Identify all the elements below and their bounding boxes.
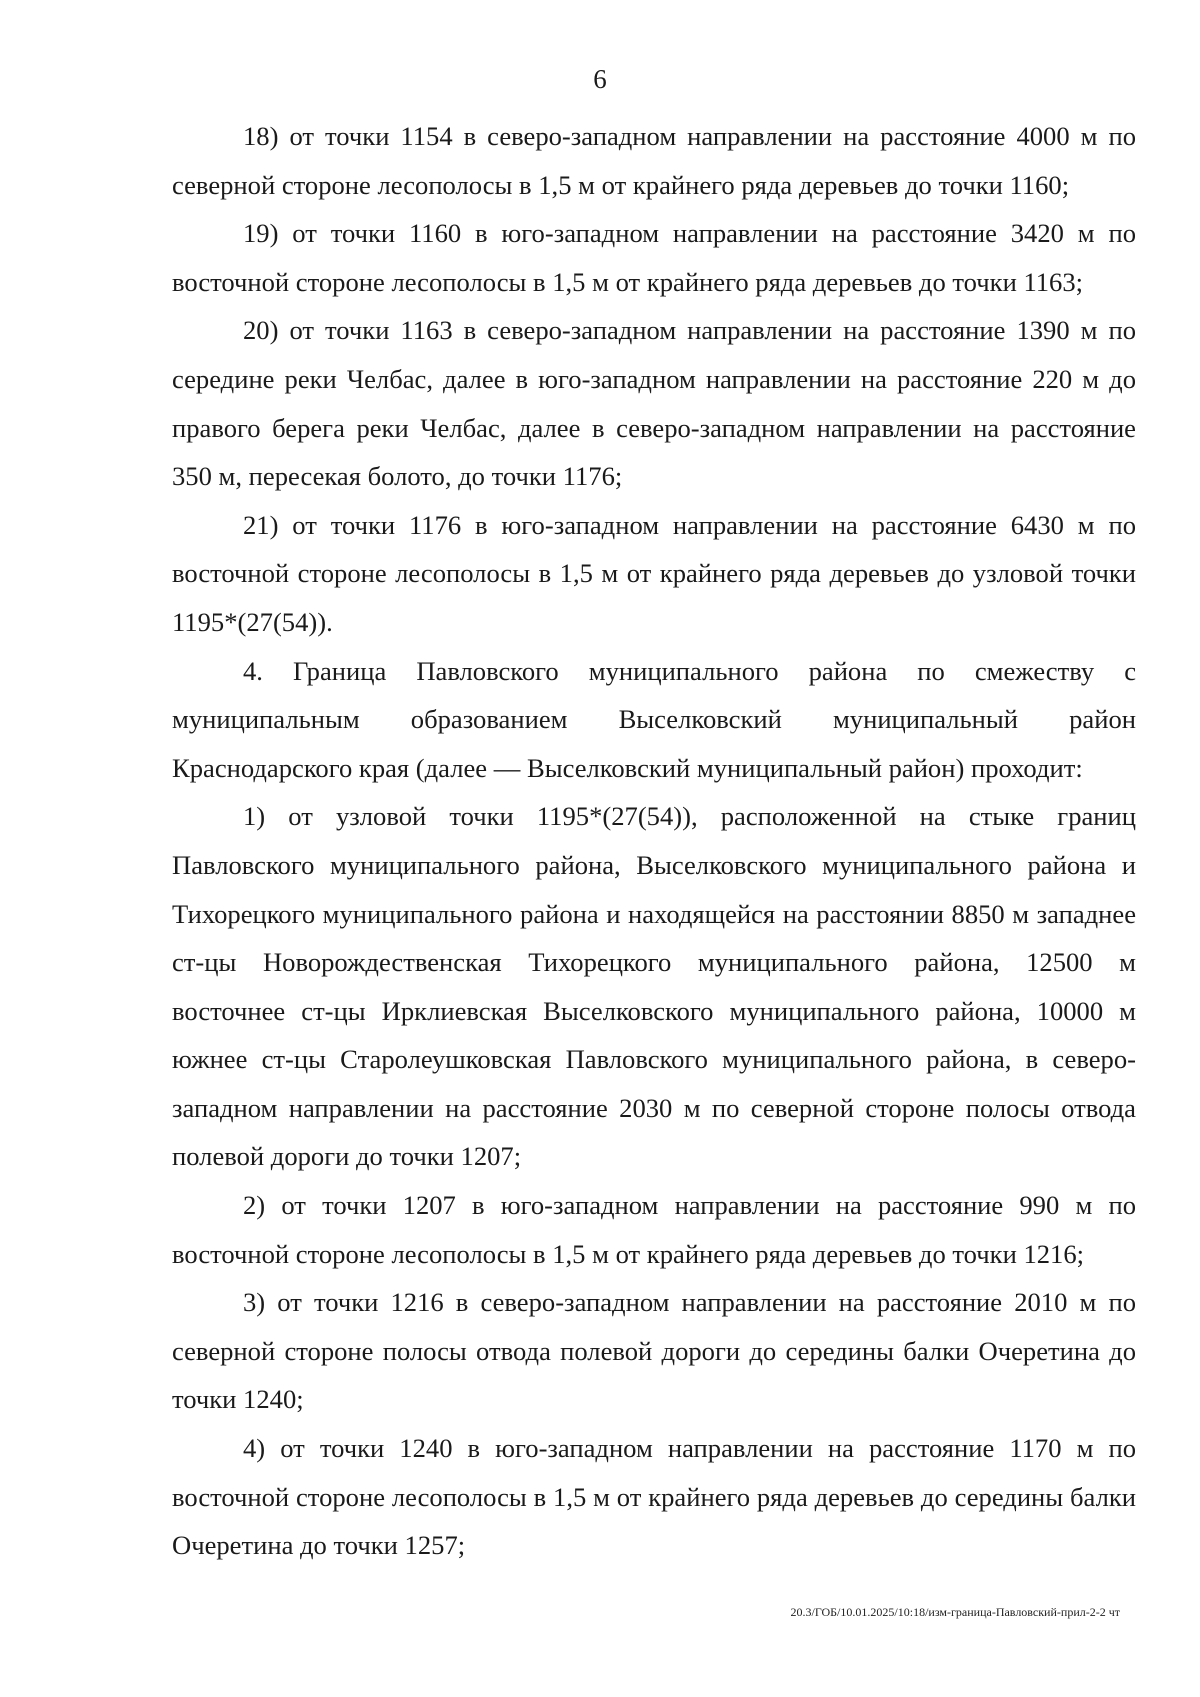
section-4-heading-paragraph: 4. Граница Павловского муниципального района по смежеству с муниципальным образованием Выселковский муниципальный район Краснодарского края (далее — Выселковский муниципальный район) проходит: [172,655,1136,783]
paragraph-item-3: 3) от точки 1216 в северо-западном направлении на расстояние 2010 м по северной стороне полосы отвода полевой дороги до середины балки Очеретина до точки 1240; [172,1287,1136,1415]
document-footer-code: 20.3/ГОБ/10.01.2025/10:18/изм-граница-Павловский-прил-2-2 чт [790,1605,1120,1619]
page-number: 6 [593,64,607,94]
paragraph-item-2: 2) от точки 1207 в юго-западном направлении на расстояние 990 м по восточной стороне лесополосы в 1,5 м от крайнего ряда деревьев до точки 1216; [172,1190,1136,1269]
paragraph-item-1: 1) от узловой точки 1195*(27(54)), расположенной на стыке границ Павловского муниципального района, Выселковского муниципального района и Тихорецкого муниципального района и находящейся на расстоянии 8850 м западнее ст-цы Новорождественская Тихорецкого муниципального района, 12500 м восточнее ст-цы Ирклиевская Выселковского муниципального района, 10000 м южнее ст-цы Старолеушковская Павловского муниципального района, в северо-западном направлении на расстояние 2030 м по северной стороне полосы отвода полевой дороги до точки 1207; [172,801,1136,1172]
paragraph-item-19: 19) от точки 1160 в юго-западном направлении на расстояние 3420 м по восточной стороне лесополосы в 1,5 м от крайнего ряда деревьев до точки 1163; [172,218,1136,297]
document-body [172,112,1136,1570]
paragraph-item-21: 21) от точки 1176 в юго-западном направлении на расстояние 6430 м по восточной стороне лесополосы в 1,5 м от крайнего ряда деревьев до узловой точки 1195*(27(54)). [172,509,1136,637]
paragraph-item-4: 4) от точки 1240 в юго-западном направлении на расстояние 1170 м по восточной стороне лесополосы в 1,5 м от крайнего ряда деревьев до середины балки Очеретина до точки 1257; [172,1433,1136,1561]
paragraph-item-20: 20) от точки 1163 в северо-западном направлении на расстояние 1390 м по середине реки Челбас, далее в юго-западном направлении на расстояние 220 м до правого берега реки Челбас, далее в северо-западном направлении на расстояние 350 м, пересекая болото, до точки 1176; [172,315,1136,492]
paragraph-item-18: 18) от точки 1154 в северо-западном направлении на расстояние 4000 м по северной стороне лесополосы в 1,5 м от крайнего ряда деревьев до точки 1160; [172,121,1136,200]
